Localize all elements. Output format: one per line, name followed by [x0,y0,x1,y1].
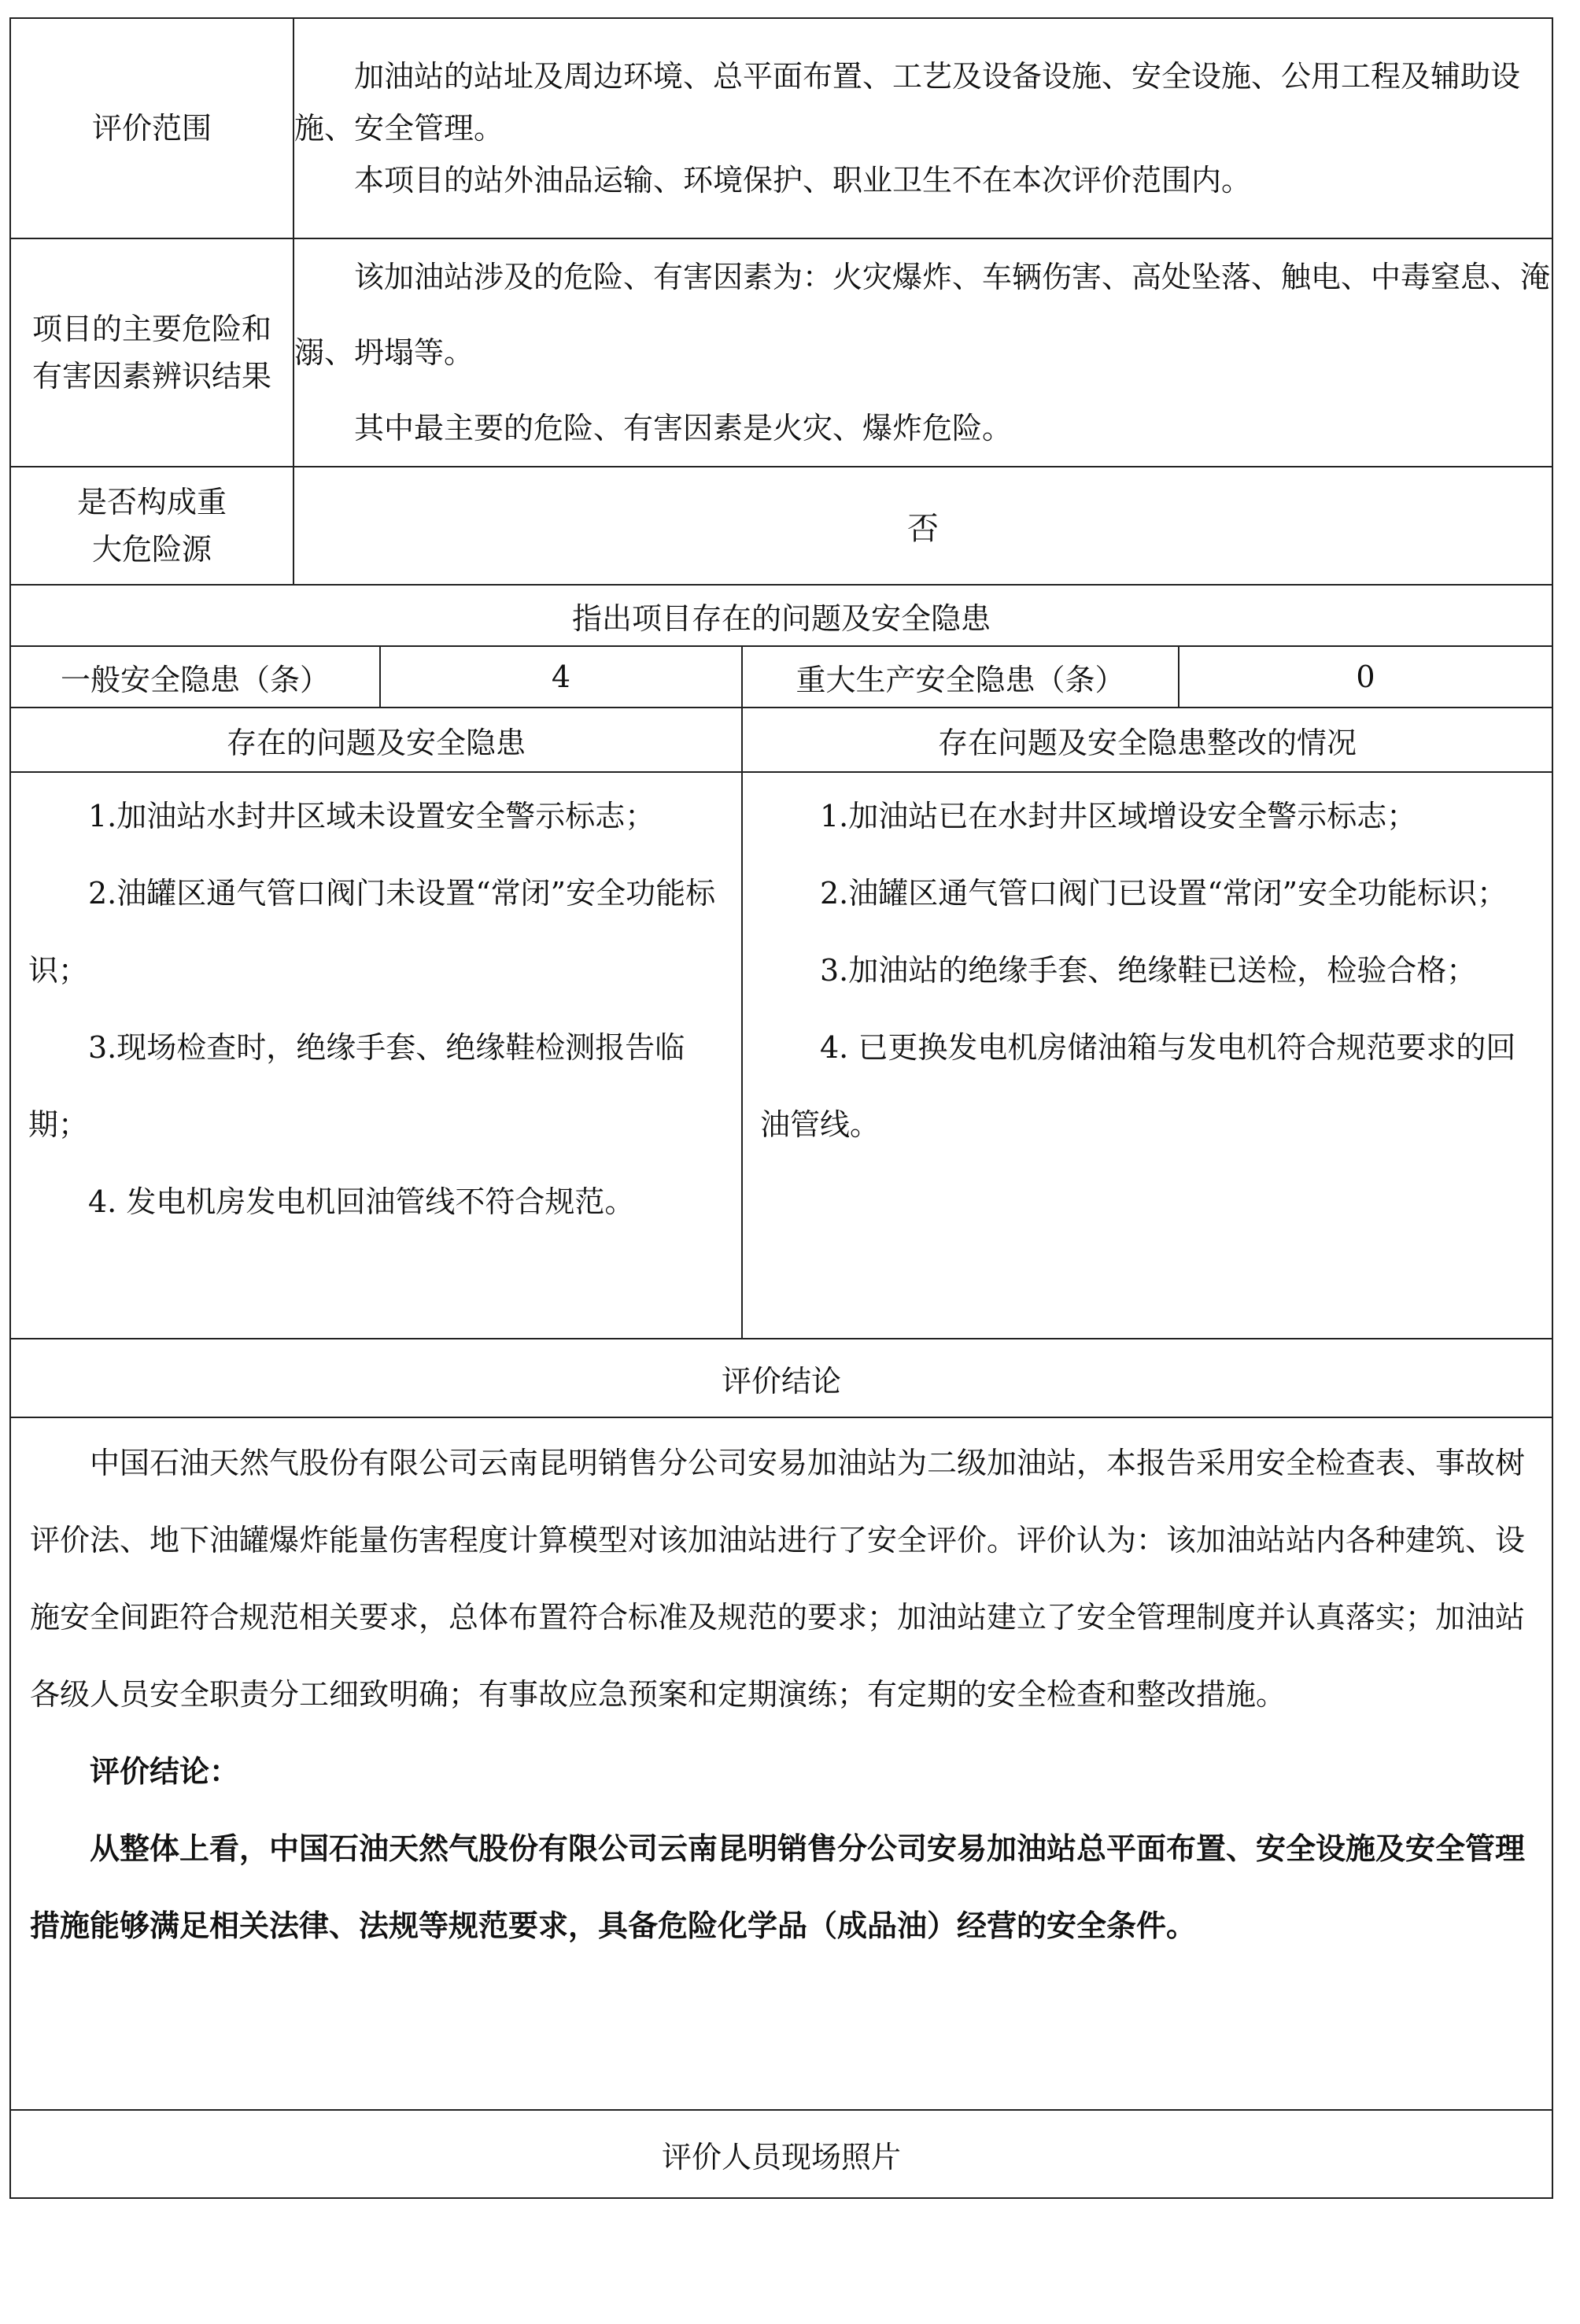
conclusion-header: 评价结论 [10,1339,1552,1417]
issues-header-row [10,585,1552,646]
problem-item-1: 1.加油站水封井区域未设置安全警示标志； [88,799,655,833]
fix-item-4: 4. 已更换发电机房储油箱与发电机符合规范要求的回油管线。 [760,1030,1516,1142]
conclusion-content [10,1417,1552,2110]
scope-row [10,18,1552,238]
major-hazard-count: 0 [1179,646,1552,708]
hazards-label: 项目的主要危险和有害因素辨识结果 [10,238,293,467]
fix-item-1: 1.加油站已在水封井区域增设安全警示标志； [820,799,1417,833]
scope-content [293,18,1552,238]
evaluation-table [9,17,1553,2199]
conclusion-subheading: 评价结论： [90,1753,240,1789]
conclusion-header-row [10,1339,1552,1417]
hazards-content [293,238,1552,467]
conclusion-statement: 从整体上看，中国石油天然气股份有限公司云南昆明销售分公司安易加油站总平面布置、安全设施及安全管理措施能够满足相关法律、法规等规范要求，具备危险化学品（成品油）经营的安全条件。 [30,1831,1526,1943]
general-hazard-count: 4 [380,646,742,708]
hazards-row [10,238,1552,467]
fixes-column-header: 存在问题及安全隐患整改的情况 [742,708,1552,772]
photos-header: 评价人员现场照片 [10,2110,1552,2198]
major-hazard-count-label: 重大生产安全隐患（条） [742,646,1179,708]
conclusion-body-row [10,1417,1552,2110]
major-hazard-value: 否 [293,467,1552,585]
major-hazard-label: 是否构成重大危险源 [10,467,293,585]
fix-item-3: 3.加油站的绝缘手套、绝缘鞋已送检，检验合格； [820,953,1477,988]
hazards-paragraph-1: 该加油站涉及的危险、有害因素为：火灾爆炸、车辆伤害、高处坠落、触电、中毒窒息、淹溺、坍塌等。 [294,260,1551,370]
photos-header-row [10,2110,1552,2198]
scope-paragraph-2: 本项目的站外油品运输、环境保护、职业卫生不在本次评价范围内。 [354,163,1252,198]
problems-list [10,772,742,1339]
problem-item-3: 3.现场检查时，绝缘手套、绝缘鞋检测报告临期； [28,1030,685,1142]
fix-item-2: 2.油罐区通气管口阀门已设置“常闭”安全功能标识； [820,876,1508,911]
scope-paragraph-1: 加油站的站址及周边环境、总平面布置、工艺及设备设施、安全设施、公用工程及辅助设施、安全管理。 [294,59,1521,146]
issues-header: 指出项目存在的问题及安全隐患 [10,585,1552,646]
problems-column-header: 存在的问题及安全隐患 [10,708,742,772]
conclusion-text: 中国石油天然气股份有限公司云南昆明销售分公司安易加油站为二级加油站，本报告采用安全检查表、事故树评价法、地下油罐爆炸能量伤害程度计算模型对该加油站进行了安全评价。评价认为：该加油站站内各种建筑、设施安全间距符合规范相关要求，总体布置符合标准及规范的要求；加油站建立了安全管理制度并认真落实；加油站各级人员安全职责分工细致明确；有事故应急预案和定期演练；有定期的安全检查和整改措施。 [30,1446,1526,1712]
general-hazard-label: 一般安全隐患（条） [10,646,380,708]
column-headers-row [10,708,1552,772]
counts-row [10,646,1552,708]
scope-label: 评价范围 [10,18,293,238]
issues-detail-row [10,772,1552,1339]
problem-item-4: 4. 发电机房发电机回油管线不符合规范。 [88,1184,635,1219]
fixes-list [742,772,1552,1339]
report-page [9,17,1552,2199]
major-hazard-row [10,467,1552,585]
problem-item-2: 2.油罐区通气管口阀门未设置“常闭”安全功能标识； [28,876,716,988]
hazards-paragraph-2: 其中最主要的危险、有害因素是火灾、爆炸危险。 [354,411,1013,445]
